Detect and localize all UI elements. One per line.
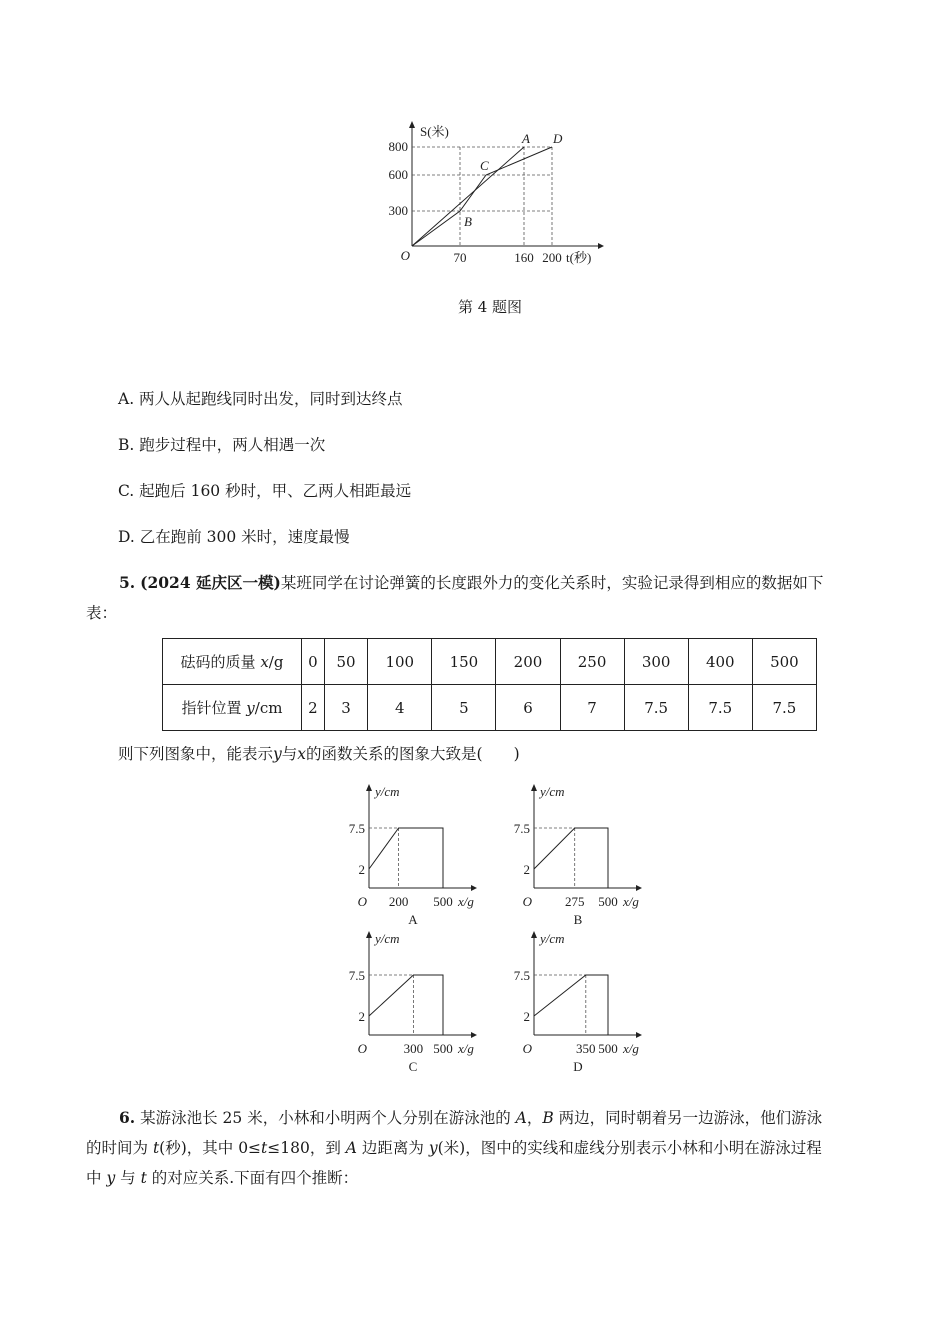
- q6-text: 6. 某游泳池长 25 米，小林和小明两个人分别在游泳池的 A，B 两边，同时朝着另一边游泳，他们游泳 的时间为 t(秒)，其中 0≤t≤180，到 A 边距离为 y(米)，图中的实线和虚线分别表示小林和小明在游泳过程 中 y 与 t 的对应关系.下面有四个推断：: [86, 1103, 876, 1193]
- origin-label: O: [400, 248, 410, 263]
- q5-line1: 某班同学在讨论弹簧的长度跟外力的变化关系时，实验记录得到相应的数据如下: [280, 574, 824, 592]
- q6-line3: 中 y 与 t 的对应关系.下面有四个推断：: [86, 1169, 359, 1187]
- ytick-hi: 7.5: [513, 968, 530, 983]
- line-OA: [412, 147, 524, 246]
- y-axis-arrow: [409, 121, 415, 128]
- y-axis-arrow: [366, 784, 372, 791]
- x-axis-label: x/g: [623, 894, 639, 909]
- option-graph-b: [490, 783, 650, 933]
- ytick-lo: 2: [358, 1009, 365, 1024]
- y-axis-arrow: [531, 784, 537, 791]
- origin-label: O: [357, 894, 367, 909]
- q4-option-c: C. 起跑后 160 秒时，甲、乙两人相距最远: [118, 482, 412, 500]
- q4-option-d: D. 乙在跑前 300 米时，速度最慢: [118, 528, 350, 546]
- x-axis-arrow: [636, 1032, 642, 1038]
- table-cell: 0: [302, 639, 325, 685]
- x-axis-arrow: [636, 885, 642, 891]
- xtick-break: 200: [388, 894, 409, 909]
- table-row-mass: [163, 639, 817, 685]
- option-label: C: [408, 1059, 418, 1074]
- ytick-hi: 7.5: [348, 968, 365, 983]
- x-axis-label: x/g: [458, 894, 474, 909]
- origin-label: O: [522, 894, 532, 909]
- ytick-lo: 2: [358, 862, 365, 877]
- option-graph-d: [490, 930, 650, 1080]
- x-axis-label: x/g: [458, 1041, 474, 1056]
- row-label-position: 指针位置 y/cm: [163, 685, 302, 731]
- point-D: D: [553, 131, 563, 146]
- xtick-end: 500: [433, 1041, 453, 1056]
- y-axis-label: S(米): [420, 124, 449, 139]
- q5-text: [86, 568, 866, 628]
- q6-number: 6.: [119, 1108, 136, 1127]
- ytick-300: 300: [388, 203, 408, 218]
- xtick-end: 500: [598, 1041, 618, 1056]
- y-axis-label: y/cm: [540, 931, 565, 946]
- table-cell: 100: [368, 639, 432, 685]
- function-line: [534, 975, 608, 1035]
- table-cell: 5: [432, 685, 496, 731]
- xtick-end: 500: [433, 894, 453, 909]
- table-cell: 300: [624, 639, 688, 685]
- x-axis-label: t(秒): [566, 250, 592, 265]
- xtick-break: 350: [576, 1041, 596, 1056]
- q5-question: 则下列图象中，能表示y与x的函数关系的图象大致是( ): [118, 745, 520, 763]
- table-cell: 7.5: [752, 685, 816, 731]
- origin-label: O: [522, 1041, 532, 1056]
- table-cell: 3: [324, 685, 367, 731]
- point-B: B: [464, 214, 472, 229]
- row-label-mass: 砝码的质量 x/g: [163, 639, 302, 685]
- table-cell: 50: [324, 639, 367, 685]
- function-line: [534, 828, 608, 888]
- point-A: A: [522, 131, 530, 146]
- ytick-hi: 7.5: [513, 821, 530, 836]
- table-cell: 7: [560, 685, 624, 731]
- xtick-break: 300: [403, 1041, 424, 1056]
- q6-line2: 的时间为 t(秒)，其中 0≤t≤180，到 A 边距离为 y(米)，图中的实线和虚线分别表示小林和小明在游泳过程: [86, 1139, 822, 1157]
- y-axis-label: y/cm: [375, 784, 400, 799]
- x-axis-arrow: [471, 885, 477, 891]
- x-axis-arrow: [471, 1032, 477, 1038]
- function-line: [369, 975, 443, 1035]
- table-cell: 2: [302, 685, 325, 731]
- q5-source: (2024 延庆区一模): [140, 573, 281, 592]
- ytick-hi: 7.5: [348, 821, 365, 836]
- table-cell: 7.5: [624, 685, 688, 731]
- ytick-800: 800: [388, 139, 408, 154]
- xtick-200: 200: [542, 250, 562, 265]
- table-cell: 7.5: [688, 685, 752, 731]
- xtick-160: 160: [514, 250, 534, 265]
- origin-label: O: [357, 1041, 367, 1056]
- q5-number: 5.: [119, 573, 136, 592]
- table-row-position: [163, 685, 817, 731]
- y-axis-label: y/cm: [540, 784, 565, 799]
- q4-option-a: A. 两人从起跑线同时出发，同时到达终点: [118, 390, 403, 408]
- option-label: A: [408, 912, 418, 927]
- option-label: D: [573, 1059, 583, 1074]
- xtick-break: 275: [564, 894, 585, 909]
- table-cell: 400: [688, 639, 752, 685]
- y-axis-arrow: [366, 931, 372, 938]
- x-axis-arrow: [598, 243, 604, 249]
- q5-data-table: [162, 638, 817, 731]
- ytick-lo: 2: [523, 862, 530, 877]
- table-cell: 6: [496, 685, 560, 731]
- figure-4-caption: 第 4 题图: [457, 298, 523, 316]
- option-graph-a: [325, 783, 485, 933]
- xtick-70: 70: [453, 250, 467, 265]
- option-label: B: [573, 912, 583, 927]
- y-axis-label: y/cm: [375, 931, 400, 946]
- point-C: C: [480, 158, 489, 173]
- xtick-end: 500: [598, 894, 618, 909]
- ytick-lo: 2: [523, 1009, 530, 1024]
- q5-line2: 表：: [86, 604, 118, 622]
- x-axis-label: x/g: [623, 1041, 639, 1056]
- figure-4-graph: [380, 118, 610, 268]
- table-cell: 250: [560, 639, 624, 685]
- table-cell: 500: [752, 639, 816, 685]
- ytick-600: 600: [388, 167, 408, 182]
- q4-option-b: B. 跑步过程中，两人相遇一次: [118, 436, 326, 454]
- table-cell: 200: [496, 639, 560, 685]
- function-line: [369, 828, 443, 888]
- table-cell: 150: [432, 639, 496, 685]
- y-axis-arrow: [531, 931, 537, 938]
- option-graph-c: [325, 930, 485, 1080]
- table-cell: 4: [368, 685, 432, 731]
